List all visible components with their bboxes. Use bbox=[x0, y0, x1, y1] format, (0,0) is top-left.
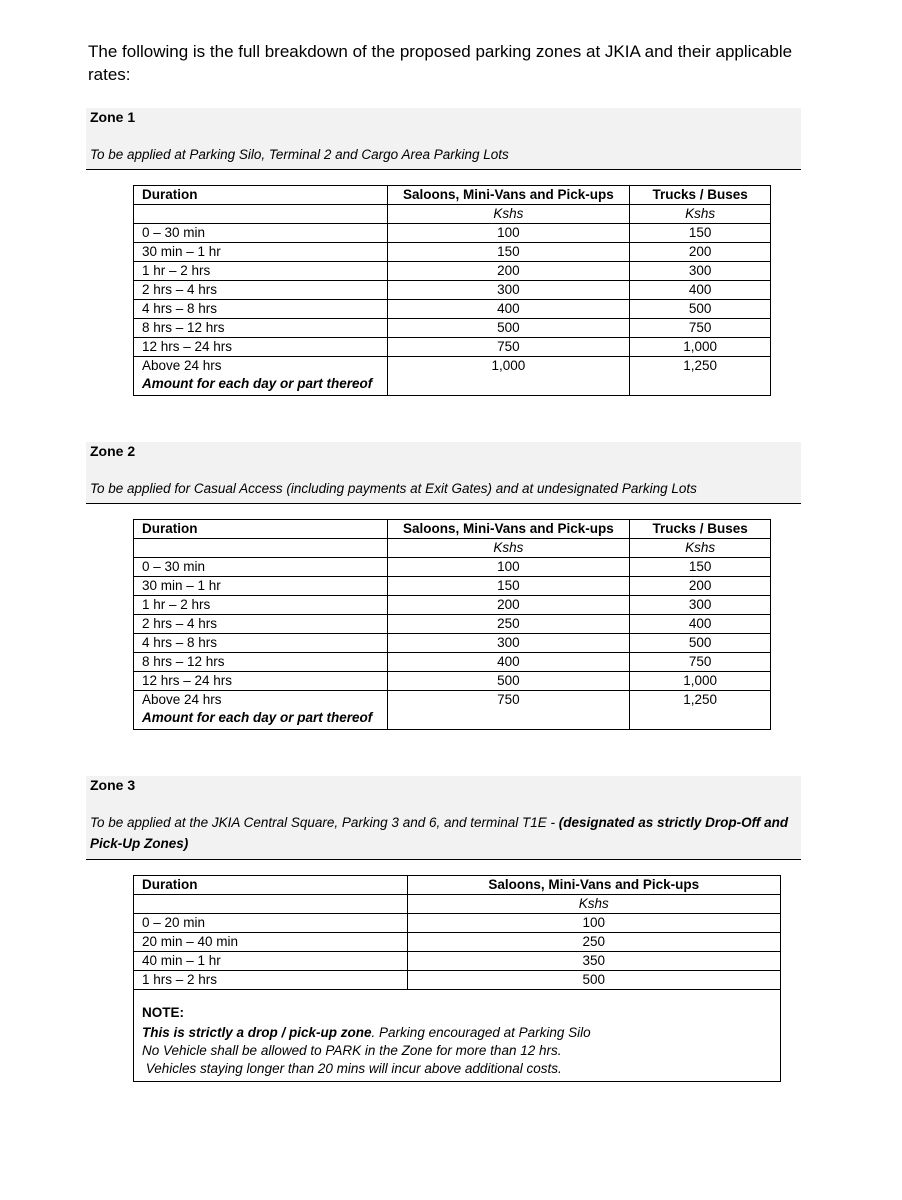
saloon-rate: 1,000 bbox=[387, 357, 630, 396]
truck-rate: 1,250 bbox=[630, 357, 771, 396]
table-row bbox=[134, 952, 781, 971]
duration-cell: 2 hrs – 4 hrs bbox=[134, 615, 388, 634]
duration-cell: 0 – 30 min bbox=[134, 224, 388, 243]
unit-row bbox=[134, 539, 771, 558]
duration-cell: 30 min – 1 hr bbox=[134, 243, 388, 262]
zone-1-rate-table bbox=[133, 185, 771, 396]
saloon-rate: 350 bbox=[407, 952, 780, 971]
duration-cell: 30 min – 1 hr bbox=[134, 577, 388, 596]
duration-cell: 1 hr – 2 hrs bbox=[134, 596, 388, 615]
duration-cell: 1 hrs – 2 hrs bbox=[134, 971, 408, 990]
truck-rate: 400 bbox=[630, 281, 771, 300]
saloon-rate: 100 bbox=[387, 558, 630, 577]
zone-3-rate-table bbox=[133, 875, 781, 1082]
unit-cell: Kshs bbox=[387, 539, 630, 558]
table-row bbox=[134, 691, 771, 730]
table-row bbox=[134, 262, 771, 281]
truck-rate: 150 bbox=[630, 224, 771, 243]
table-row bbox=[134, 281, 771, 300]
zone-2-rate-table bbox=[133, 519, 771, 730]
saloon-rate: 300 bbox=[387, 634, 630, 653]
truck-rate: 750 bbox=[630, 653, 771, 672]
zone-1-description: To be applied at Parking Silo, Terminal 2 and Cargo Area Parking Lots bbox=[90, 147, 509, 162]
table-header-row bbox=[134, 520, 771, 539]
note-box bbox=[134, 990, 781, 1082]
daily-note: Amount for each day or part thereof bbox=[142, 376, 373, 391]
zone-3-title: Zone 3 bbox=[90, 777, 136, 793]
zone-2-header bbox=[86, 442, 801, 504]
unit-cell: Kshs bbox=[407, 895, 780, 914]
zone-3-description-text: To be applied at the JKIA Central Square, Parking 3 and 6, and terminal T1E - bbox=[90, 815, 559, 830]
unit-cell: Kshs bbox=[387, 205, 630, 224]
zone-3-description bbox=[88, 812, 792, 854]
truck-rate: 150 bbox=[630, 558, 771, 577]
duration-header: Duration bbox=[134, 876, 408, 895]
zone-3-header bbox=[86, 776, 801, 860]
duration-cell: 8 hrs – 12 hrs bbox=[134, 319, 388, 338]
truck-rate: 500 bbox=[630, 300, 771, 319]
duration-cell: 40 min – 1 hr bbox=[134, 952, 408, 971]
table-row bbox=[134, 300, 771, 319]
note-title: NOTE: bbox=[142, 1005, 184, 1020]
saloon-rate: 250 bbox=[387, 615, 630, 634]
saloon-rate: 500 bbox=[387, 672, 630, 691]
duration-cell bbox=[134, 691, 388, 730]
saloon-rate: 100 bbox=[387, 224, 630, 243]
table-row bbox=[134, 971, 781, 990]
zone-1-header bbox=[86, 108, 801, 170]
duration-header: Duration bbox=[134, 520, 388, 539]
duration-cell: 8 hrs – 12 hrs bbox=[134, 653, 388, 672]
table-row bbox=[134, 933, 781, 952]
truck-rate: 200 bbox=[630, 577, 771, 596]
table-row bbox=[134, 243, 771, 262]
duration-cell: 1 hr – 2 hrs bbox=[134, 262, 388, 281]
saloon-rate: 150 bbox=[387, 577, 630, 596]
saloon-rate: 150 bbox=[387, 243, 630, 262]
note-row bbox=[134, 990, 781, 1082]
truck-rate: 1,250 bbox=[630, 691, 771, 730]
duration-cell: 2 hrs – 4 hrs bbox=[134, 281, 388, 300]
truck-header: Trucks / Buses bbox=[630, 520, 771, 539]
saloon-rate: 400 bbox=[387, 653, 630, 672]
saloon-rate: 200 bbox=[387, 262, 630, 281]
duration-cell: 0 – 20 min bbox=[134, 914, 408, 933]
unit-cell bbox=[134, 539, 388, 558]
truck-rate: 500 bbox=[630, 634, 771, 653]
table-row bbox=[134, 914, 781, 933]
saloon-rate: 300 bbox=[387, 281, 630, 300]
saloon-rate: 100 bbox=[407, 914, 780, 933]
truck-rate: 750 bbox=[630, 319, 771, 338]
saloon-header: Saloons, Mini-Vans and Pick-ups bbox=[407, 876, 780, 895]
duration-cell bbox=[134, 357, 388, 396]
unit-cell: Kshs bbox=[630, 205, 771, 224]
table-row bbox=[134, 357, 771, 396]
unit-cell: Kshs bbox=[630, 539, 771, 558]
zone-1-title: Zone 1 bbox=[90, 109, 136, 125]
table-row bbox=[134, 653, 771, 672]
intro-paragraph: The following is the full breakdown of the proposed parking zones at JKIA and their applicable rates: bbox=[88, 42, 793, 84]
zone-3-description-emphasis: (designated as strictly Drop-Off and Pick-Up Zones) bbox=[90, 815, 789, 851]
note-line-1 bbox=[142, 1024, 780, 1042]
duration-cell: 20 min – 40 min bbox=[134, 933, 408, 952]
table-row bbox=[134, 672, 771, 691]
unit-row bbox=[134, 895, 781, 914]
truck-rate: 1,000 bbox=[630, 672, 771, 691]
duration-header: Duration bbox=[134, 186, 388, 205]
saloon-rate: 750 bbox=[387, 691, 630, 730]
duration-label: Above 24 hrs bbox=[142, 692, 222, 707]
table-row bbox=[134, 634, 771, 653]
table-row bbox=[134, 596, 771, 615]
saloon-rate: 500 bbox=[387, 319, 630, 338]
truck-rate: 400 bbox=[630, 615, 771, 634]
truck-rate: 300 bbox=[630, 262, 771, 281]
truck-rate: 1,000 bbox=[630, 338, 771, 357]
duration-label: Above 24 hrs bbox=[142, 358, 222, 373]
saloon-header: Saloons, Mini-Vans and Pick-ups bbox=[387, 186, 630, 205]
saloon-rate: 250 bbox=[407, 933, 780, 952]
note-line-2: No Vehicle shall be allowed to PARK in the Zone for more than 12 hrs. bbox=[142, 1043, 562, 1058]
zone-2-description: To be applied for Casual Access (including payments at Exit Gates) and at undesignated Parking Lots bbox=[90, 481, 697, 496]
duration-cell: 12 hrs – 24 hrs bbox=[134, 672, 388, 691]
table-row bbox=[134, 319, 771, 338]
duration-cell: 4 hrs – 8 hrs bbox=[134, 300, 388, 319]
saloon-rate: 750 bbox=[387, 338, 630, 357]
saloon-header: Saloons, Mini-Vans and Pick-ups bbox=[387, 520, 630, 539]
unit-cell bbox=[134, 895, 408, 914]
truck-rate: 300 bbox=[630, 596, 771, 615]
table-row bbox=[134, 224, 771, 243]
note-emphasis: This is strictly a drop / pick-up zone bbox=[142, 1025, 372, 1040]
table-header-row bbox=[134, 876, 781, 895]
table-row bbox=[134, 338, 771, 357]
daily-note: Amount for each day or part thereof bbox=[142, 710, 373, 725]
table-row bbox=[134, 577, 771, 596]
duration-cell: 12 hrs – 24 hrs bbox=[134, 338, 388, 357]
table-header-row bbox=[134, 186, 771, 205]
unit-cell bbox=[134, 205, 388, 224]
truck-rate: 200 bbox=[630, 243, 771, 262]
note-line-1-rest: . Parking encouraged at Parking Silo bbox=[371, 1025, 591, 1040]
duration-cell: 0 – 30 min bbox=[134, 558, 388, 577]
saloon-rate: 200 bbox=[387, 596, 630, 615]
truck-header: Trucks / Buses bbox=[630, 186, 771, 205]
zone-2-title: Zone 2 bbox=[90, 443, 136, 459]
table-row bbox=[134, 615, 771, 634]
note-line-3: Vehicles staying longer than 20 mins will incur above additional costs. bbox=[142, 1061, 562, 1076]
duration-cell: 4 hrs – 8 hrs bbox=[134, 634, 388, 653]
table-row bbox=[134, 558, 771, 577]
unit-row bbox=[134, 205, 771, 224]
saloon-rate: 500 bbox=[407, 971, 780, 990]
saloon-rate: 400 bbox=[387, 300, 630, 319]
